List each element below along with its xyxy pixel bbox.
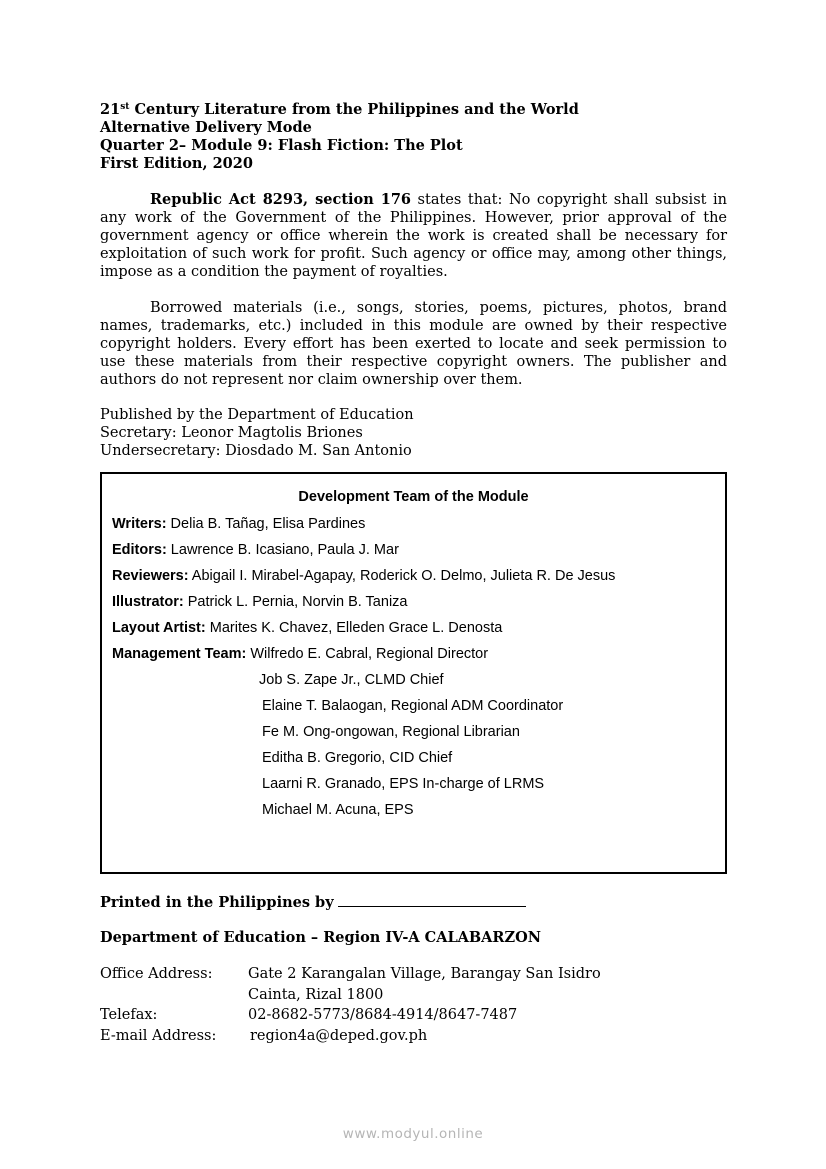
team-row-writers: Writers: Delia B. Tañag, Elisa Pardines [112,516,366,532]
management-member: Laarni R. Granado, EPS In-charge of LRMS [262,776,545,792]
team-row-layout-artist: Layout Artist: Marites K. Chavez, Elleden Grace L. Denosta [112,620,503,636]
telefax-label: Telefax: [100,1007,158,1023]
header-module: Quarter 2– Module 9: Flash Fiction: The Plot [100,137,463,154]
development-team-box [100,472,727,874]
header-title: 21st Century Literature from the Philippines and the World [100,101,579,118]
watermark: www.modyul.online [342,1126,484,1142]
management-member: Editha B. Gregorio, CID Chief [262,750,453,766]
management-member: Job S. Zape Jr., CLMD Chief [259,672,444,688]
management-member: Fe M. Ong-ongowan, Regional Librarian [262,724,520,740]
team-title: Development Team of the Module [298,489,529,505]
printed-line: Printed in the Philippines by [100,893,526,911]
telefax-value: 02-8682-5773/8684-4914/8647-7487 [248,1007,518,1023]
header-delivery-mode: Alternative Delivery Mode [100,119,312,136]
team-row-reviewers: Reviewers: Abigail I. Mirabel-Agapay, Roderick O. Delmo, Julieta R. De Jesus [112,568,616,584]
secretary-line: Secretary: Leonor Magtolis Briones [100,425,363,441]
region-heading: Department of Education – Region IV-A CALABARZON [100,929,541,946]
email-value: region4a@deped.gov.ph [250,1028,428,1044]
management-member: Michael M. Acuna, EPS [262,802,414,818]
team-row-editors: Editors: Lawrence B. Icasiano, Paula J. Mar [112,542,399,558]
undersecretary-line: Undersecretary: Diosdado M. San Antonio [100,443,412,459]
management-member: Elaine T. Balaogan, Regional ADM Coordinator [262,698,564,714]
module-header [100,101,579,173]
borrowed-materials-paragraph: Borrowed materials (i.e., songs, stories, poems, pictures, photos, brand names, trademarks, etc.) included in this module are owned by their respective copyright holders. Every effort has been exerted to locate and seek permission to use these materials from their respective copyright owners. The publisher and authors do not represent nor claim ownership over them. [100,300,727,388]
email-label: E-mail Address: [100,1028,217,1044]
copyright-paragraph: Republic Act 8293, section 176 states that: No copyright shall subsist in any work of the Government of the Philippines. However, prior approval of the government agency or office wherein the work is created shall be necessary for exploitation of such work for profit. Such agency or office may, among other things, impose as a condition the payment of royalties. [100,191,727,280]
printer-blank-line [338,893,526,907]
office-address-value: Gate 2 Karangalan Village, Barangay San Isidro [248,966,601,982]
header-edition: First Edition, 2020 [100,155,253,172]
team-row-management: Management Team: Wilfredo E. Cabral, Regional Director [112,646,489,662]
publisher-line: Published by the Department of Education [100,407,414,423]
office-address-value-2: Cainta, Rizal 1800 [248,987,384,1003]
office-address-label: Office Address: [100,966,213,982]
team-row-illustrator: Illustrator: Patrick L. Pernia, Norvin B. Taniza [112,594,408,610]
publisher-block [100,406,414,460]
